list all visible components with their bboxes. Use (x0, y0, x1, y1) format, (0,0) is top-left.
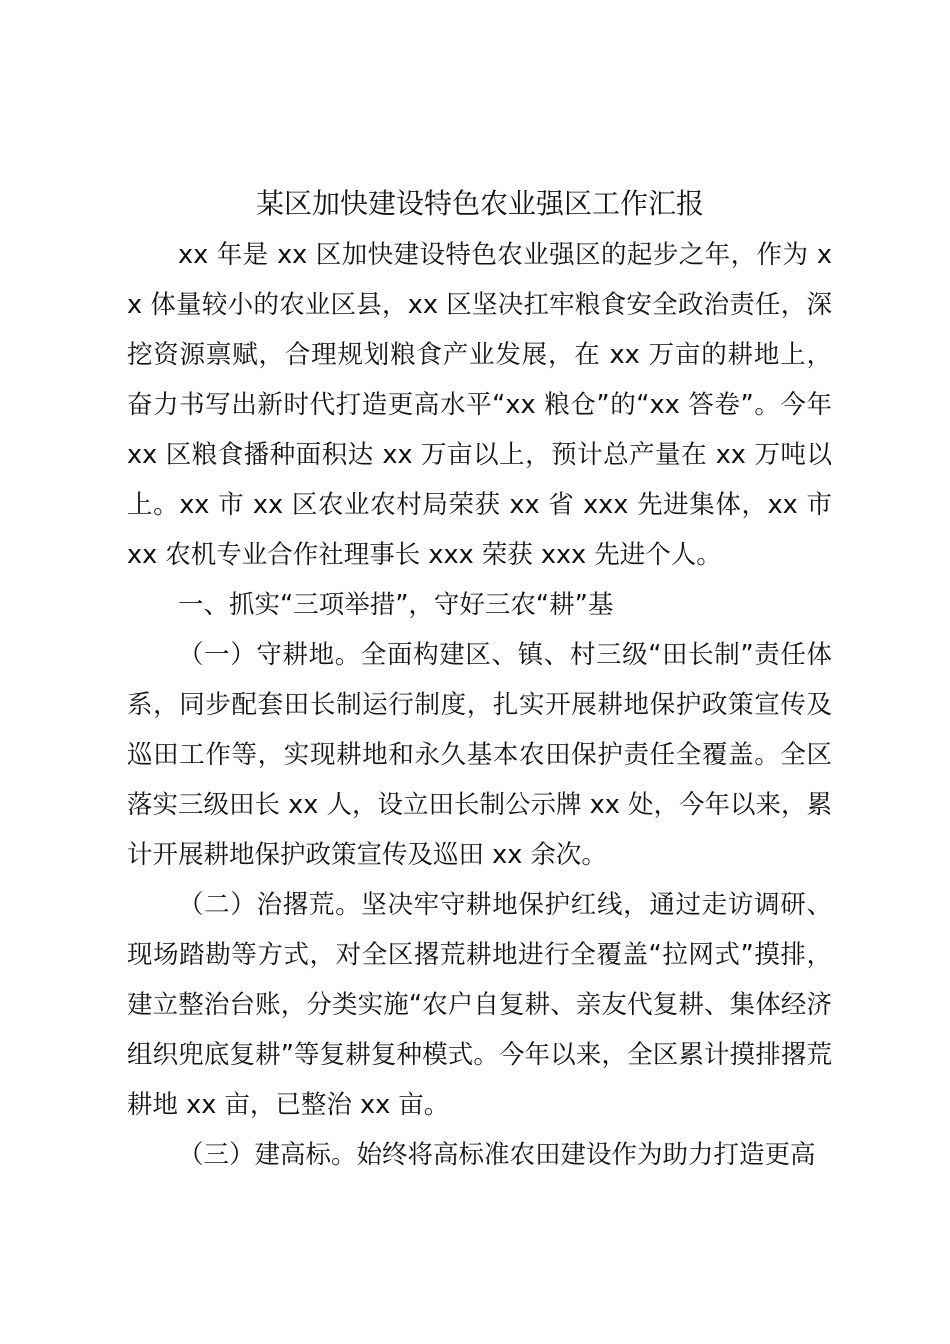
paragraph-abandoned-land: （二）治撂荒。坚决牢守耕地保护红线，通过走访调研、现场踏勘等方式，对全区撂荒耕地进行全覆盖“拉网式”摸排，建立整治台账，分类实施“农户自复耕、亲友代复耕、集体经济组织兜底复耕”等复耕复种模式。今年以来，全区累计摸排撂荒耕地 xx 亩，已整治 xx 亩。 (127, 890, 832, 1120)
paragraph-high-standard: （三）建高标。始终将高标准农田建设作为助力打造更高 (178, 1140, 816, 1170)
intro-paragraph: xx 年是 xx 区加快建设特色农业强区的起步之年，作为 xx 体量较小的农业区县，xx 区坚决扛牢粮食安全政治责任，深挖资源禀赋，合理规划粮食产业发展，在 xx 万亩的耕地上，奋力书写出新时代打造更高水平“xx 粮仓”的“xx 答卷”。今年 xx 区粮食播种面积达 xx 万亩以上，预计总产量在 xx 万吨以上。xx 市 xx 区农业农村局荣获 xx 省 xxx 先进集体，xx 市 xx 农机专业合作社理事长 xxx 荣获 xxx 先进个人。 (127, 240, 832, 570)
document-body (127, 230, 832, 1180)
document-title: 某区加快建设特色农业强区工作汇报 (255, 187, 704, 220)
section-heading-1: 一、抓实“三项举措”，守好三农“耕”基 (178, 590, 614, 620)
paragraph-protect-farmland: （一）守耕地。全面构建区、镇、村三级“田长制”责任体系，同步配套田长制运行制度，扎实开展耕地保护政策宣传及巡田工作等，实现耕地和永久基本农田保护责任全覆盖。全区落实三级田长 xx 人，设立田长制公示牌 xx 处，今年以来，累计开展耕地保护政策宣传及巡田 xx 余次。 (127, 640, 832, 870)
